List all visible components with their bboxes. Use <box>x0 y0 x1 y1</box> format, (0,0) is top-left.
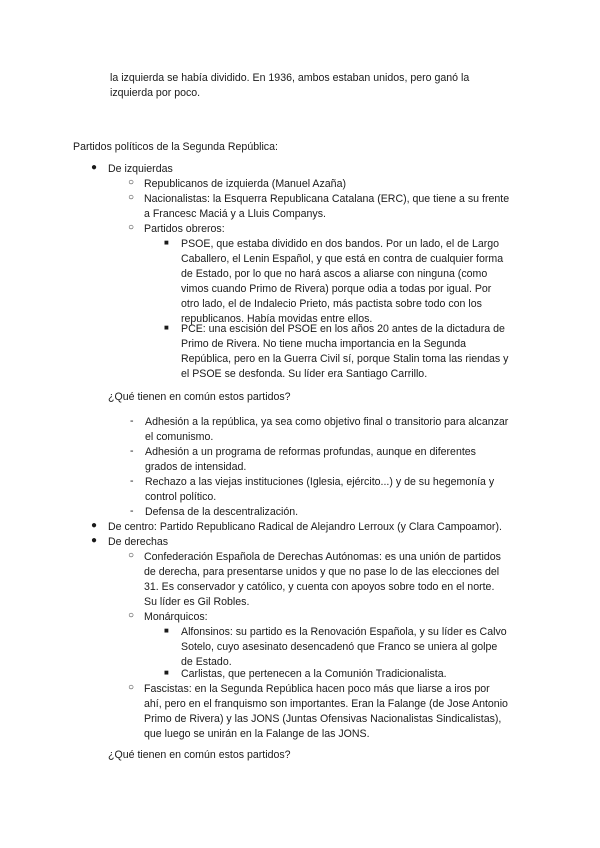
bullet-marker: ● <box>91 535 98 546</box>
list-item-text <box>145 445 525 475</box>
text-line: la izquierda se había dividido. En 1936, ambos estaban unidos, pero ganó la <box>110 72 470 84</box>
text-line: grados de intensidad. <box>145 461 247 473</box>
list-item-text <box>144 550 524 610</box>
square-marker: ■ <box>164 626 169 635</box>
text-line: a Francesc Maciá y a Lluis Companys. <box>144 208 326 220</box>
text-line: Su líder es Gil Robles. <box>144 596 250 608</box>
square-marker: ■ <box>164 238 169 247</box>
list-item-label: De derechas <box>108 536 169 548</box>
text-line: PSOE, que estaba dividido en dos bandos. Por un lado, el de Largo <box>181 238 500 250</box>
circle-marker: ○ <box>128 222 135 233</box>
text-line: de Estado. <box>181 656 232 668</box>
list-item-label: Monárquicos: <box>144 611 208 623</box>
text-line: ahí, pero en el franquismo son importantes. Eran la Falange (de Jose Antonio <box>144 698 508 710</box>
circle-marker: ○ <box>128 610 135 621</box>
dash-marker: - <box>130 445 134 457</box>
square-marker: ■ <box>164 668 169 677</box>
dash-marker: - <box>130 475 134 487</box>
dash-marker: - <box>130 415 134 427</box>
intro-paragraph <box>110 71 510 101</box>
text-line: otro lado, el de Indalecio Prieto, más pactista sobre todo con los <box>181 298 482 310</box>
text-line: Sotelo, cuyo asesinato desencadenó que Franco se uniera al golpe <box>181 641 498 653</box>
text-line: Nacionalistas: la Esquerra Republicana Catalana (ERC), que tiene a su frente <box>144 193 510 205</box>
text-line: republicanos. Había movidas entre ellos. <box>181 313 373 325</box>
circle-marker: ○ <box>128 682 135 693</box>
circle-marker: ○ <box>128 177 135 188</box>
text-line: vimos cuando Primo de Rivera) porque odia a todas por igual. Por <box>181 283 492 295</box>
list-item-text <box>181 625 521 670</box>
text-line: Primo de Rivera. No tiene mucha importancia en la Segunda <box>181 338 467 350</box>
text-line: el PSOE se desfonda. Su líder era Santiago Carrillo. <box>181 368 428 380</box>
list-item-text <box>181 237 521 327</box>
text-line: Confederación Española de Derechas Autónomas: es una unión de partidos <box>144 551 501 563</box>
bullet-marker: ● <box>91 520 98 531</box>
text-line: Alfonsinos: su partido es la Renovación Española, y su líder es Calvo <box>181 626 507 638</box>
text-line: de derecha, para presentarse unidos y que no pase lo de las elecciones del <box>144 566 500 578</box>
list-item-text <box>145 415 525 445</box>
text-line: Adhesión a la república, ya sea como objetivo final o transitorio para alcanzar <box>145 416 509 428</box>
dash-marker: - <box>130 505 134 517</box>
text-line: Primo de Rivera) y las JONS (Juntas Ofensivas Nacionalistas Sindicalistas), <box>144 713 502 725</box>
text-line: control político. <box>145 491 217 503</box>
list-item-text: Defensa de la descentralización. <box>145 506 299 518</box>
text-line: Caballero, el Lenin Español, y que está en contra de cualquier forma <box>181 253 504 265</box>
text-line: de Estado, por lo que no hará ascos a aliarse con ninguna (como <box>181 268 488 280</box>
list-item-label: Carlistas, que pertenecen a la Comunión Tradicionalista. <box>181 668 447 680</box>
square-marker: ■ <box>164 323 169 332</box>
text-line: Fascistas: en la Segunda República hacen poco más que liarse a iros por <box>144 683 490 695</box>
text-line: República, pero en la Guerra Civil sí, porque Stalin toma las riendas y <box>181 353 509 365</box>
text-line: que luego se unirán en la Falange de las JONS. <box>144 728 370 740</box>
list-item-label: Republicanos de izquierda (Manuel Azaña) <box>144 178 346 190</box>
list-item-text <box>145 475 525 505</box>
question-text: ¿Qué tienen en común estos partidos? <box>108 391 291 403</box>
circle-marker: ○ <box>128 550 135 561</box>
list-item-text <box>144 192 524 222</box>
list-item-label: De izquierdas <box>108 163 173 175</box>
circle-marker: ○ <box>128 192 135 203</box>
text-line: el comunismo. <box>145 431 214 443</box>
section-heading: Partidos políticos de la Segunda República: <box>73 141 278 153</box>
list-item-text <box>144 682 524 742</box>
text-line: izquierda por poco. <box>110 87 201 99</box>
list-item-label: Partidos obreros: <box>144 223 225 235</box>
text-line: 31. Es conservador y católico, y cuenta con apoyos sobre todo en el norte. <box>144 581 495 593</box>
list-item-text <box>181 322 521 382</box>
bullet-marker: ● <box>91 162 98 173</box>
text-line: PCE: una escisión del PSOE en los años 20 antes de la dictadura de <box>181 323 505 335</box>
text-line: Adhesión a un programa de reformas profundas, aunque en diferentes <box>145 446 476 458</box>
text-line: Rechazo a las viejas instituciones (Iglesia, ejército...) y de su hegemonía y <box>145 476 495 488</box>
list-item-label: De centro: Partido Republicano Radical de Alejandro Lerroux (y Clara Campoamor). <box>108 521 502 533</box>
question-text: ¿Qué tienen en común estos partidos? <box>108 749 291 761</box>
